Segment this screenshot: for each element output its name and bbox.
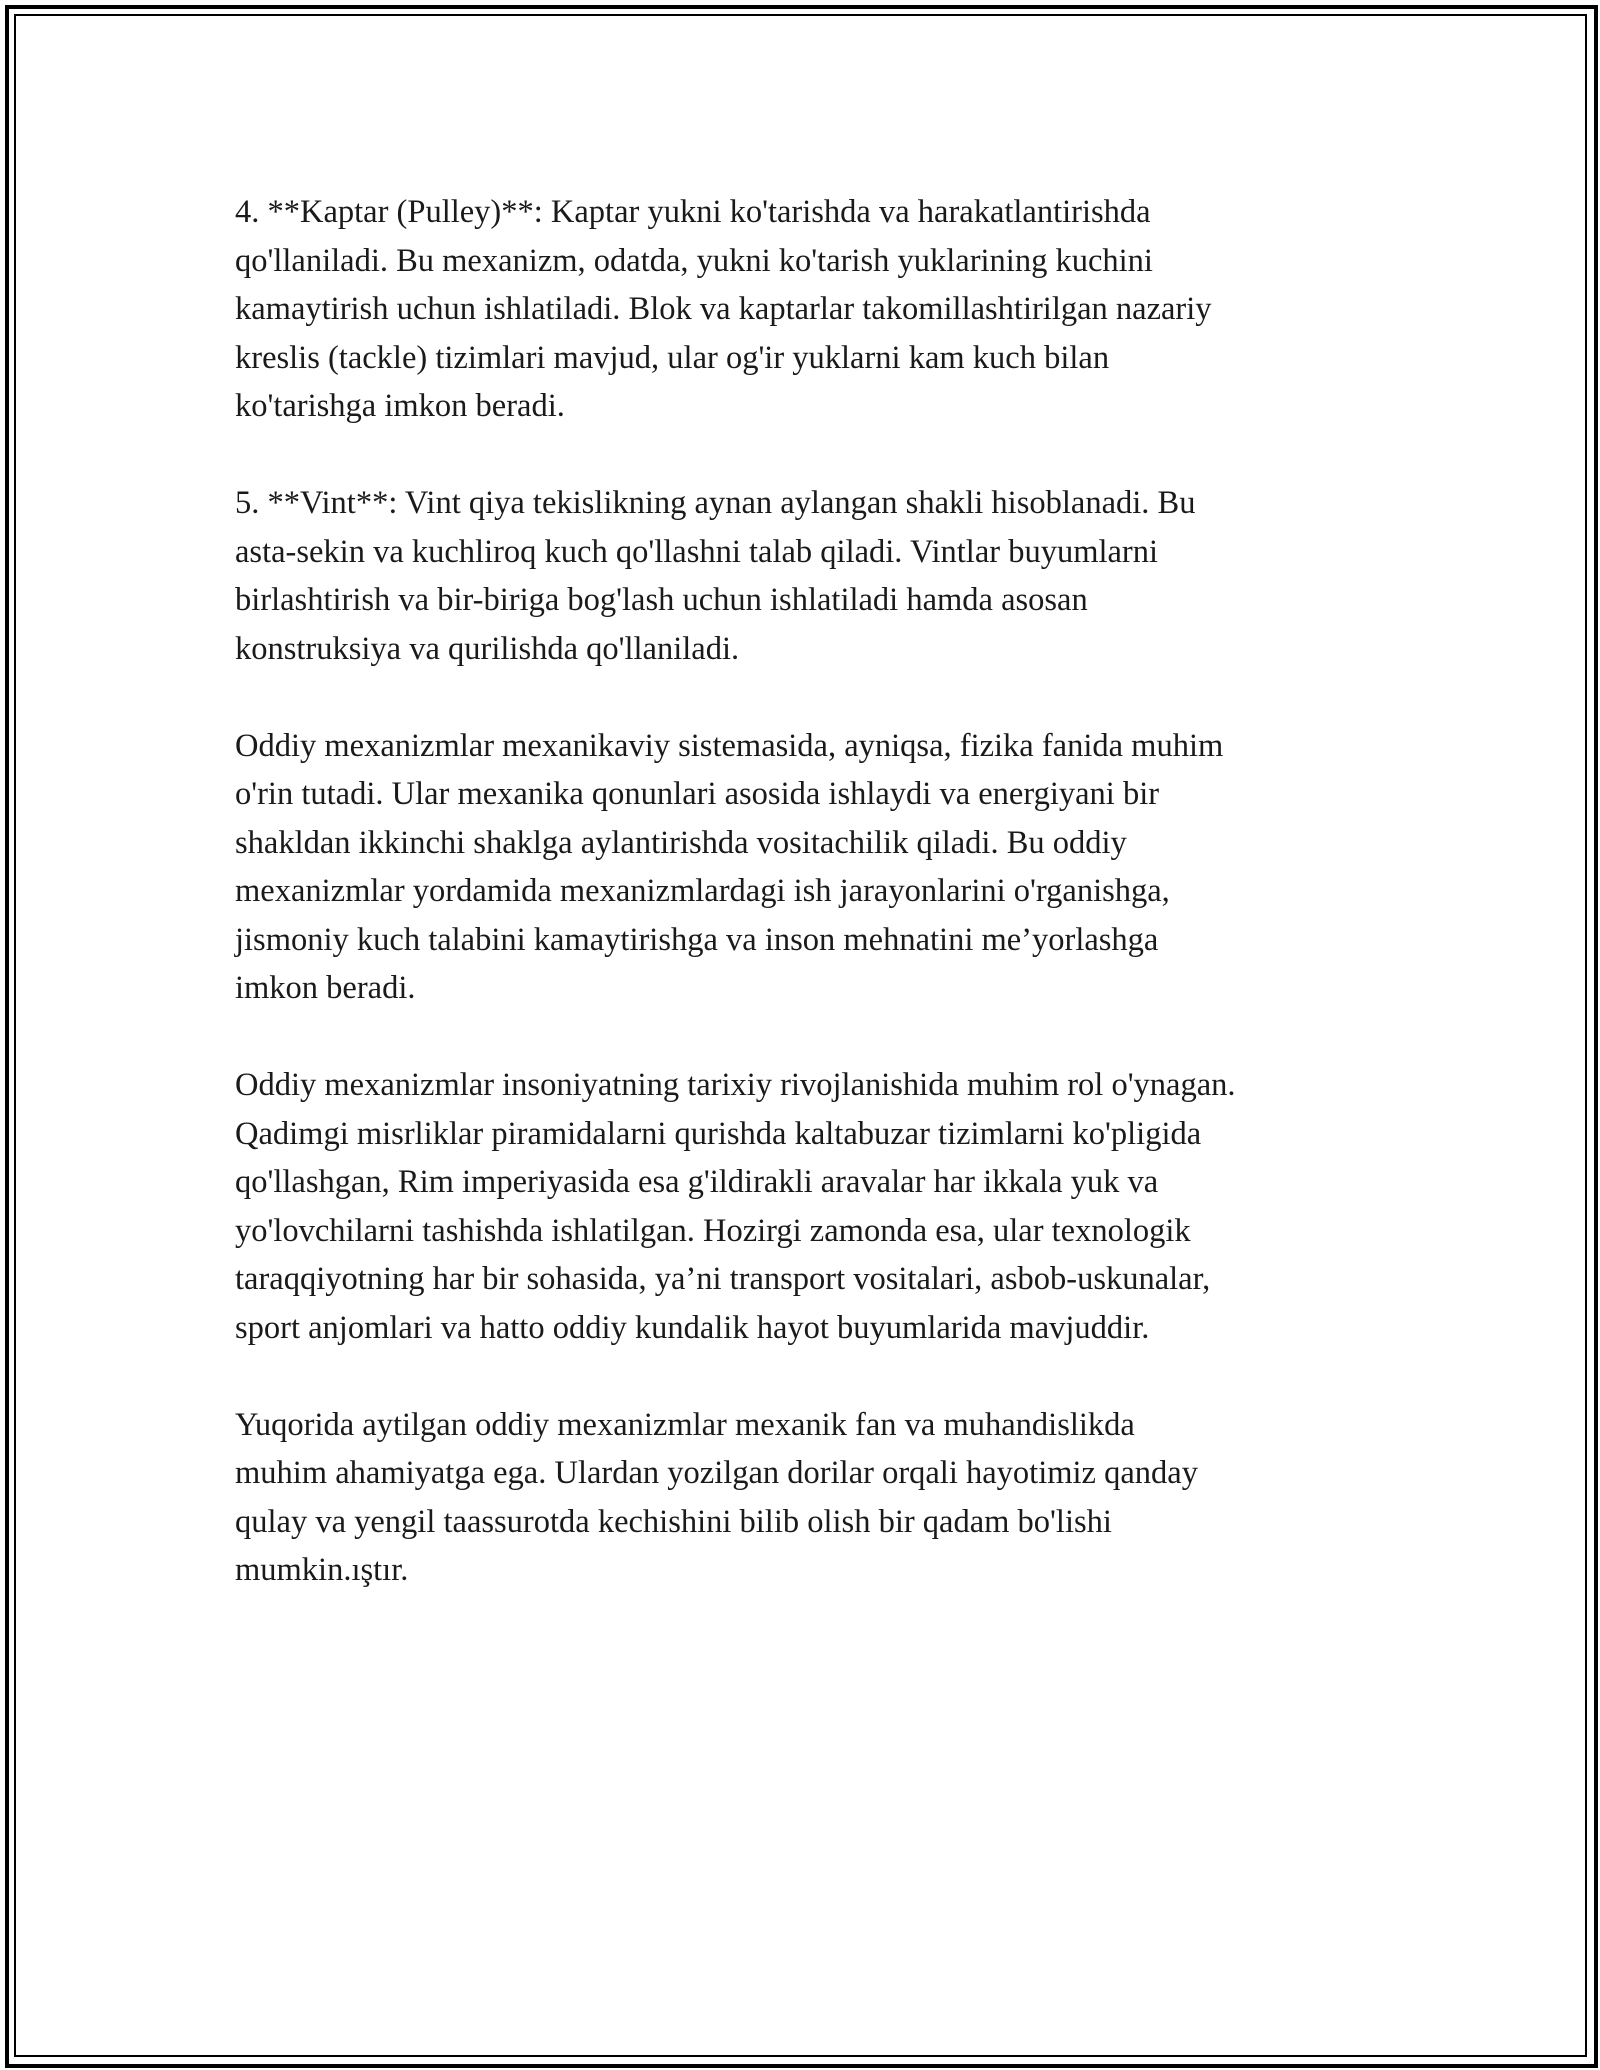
paragraph-screw: 5. **Vint**: Vint qiya tekislikning aynan aylangan shakli hisoblanadi. Bu asta-sekin va kuchliroq kuch qo'llashni talab qiladi. Vintlar buyumlarni birlashtirish va bir-biriga bog'lash uchun ishlatiladi hamda asosan konstruksiya va qurilishda qo'llaniladi.	[235, 485, 1196, 667]
document-body	[235, 188, 1385, 1643]
paragraph-role-in-physics: Oddiy mexanizmlar mexanikaviy sistemasida, ayniqsa, fizika fanida muhim o'rin tutadi. Ular mexanika qonunlari asosida ishlaydi va energiyani bir shakldan ikkinchi shaklga aylantirishda vositachilik qiladi. Bu oddiy mexanizmlar yordamida mexanizmlardagi ish jarayonlarini o'rganishga, jismoniy kuch talabini kamaytirishga va inson mehnatini me’yorlashga imkon beradi.	[235, 727, 1224, 1006]
paragraph-conclusion: Yuqorida aytilgan oddiy mexanizmlar mexanik fan va muhandislikda muhim ahamiyatga ega. Ulardan yozilgan dorilar orqali hayotimiz qanday qulay va yengil taassurotda kechishini bilib olish bir qadam bo'lishi mumkin.ıştır.	[235, 1406, 1198, 1588]
paragraph-pulley: 4. **Kaptar (Pulley)**: Kaptar yukni ko'tarishda va harakatlantirishda qo'llaniladi. Bu mexanizm, odatda, yukni ko'tarish yuklarining kuchini kamaytirish uchun ishlatiladi. Blok va kaptarlar takomillashtirilgan nazariy kreslis (tackle) tizimlari mavjud, ular og'ir yuklarni kam kuch bilan ko'tarishga imkon beradi.	[235, 194, 1212, 424]
paragraph-history: Oddiy mexanizmlar insoniyatning tarixiy rivojlanishida muhim rol o'ynagan. Qadimgi misrliklar piramidalarni qurishda kaltabuzar tizimlarni ko'pligida qo'llashgan, Rim imperiyasida esa g'ildirakli aravalar har ikkala yuk va yo'lovchilarni tashishda ishlatilgan. Hozirgi zamonda esa, ular texnologik taraqqiyotning har bir sohasida, ya’ni transport vositalari, asbob-uskunalar, sport anjomlari va hatto oddiy kundalik hayot buyumlarida mavjuddir.	[235, 1067, 1236, 1346]
